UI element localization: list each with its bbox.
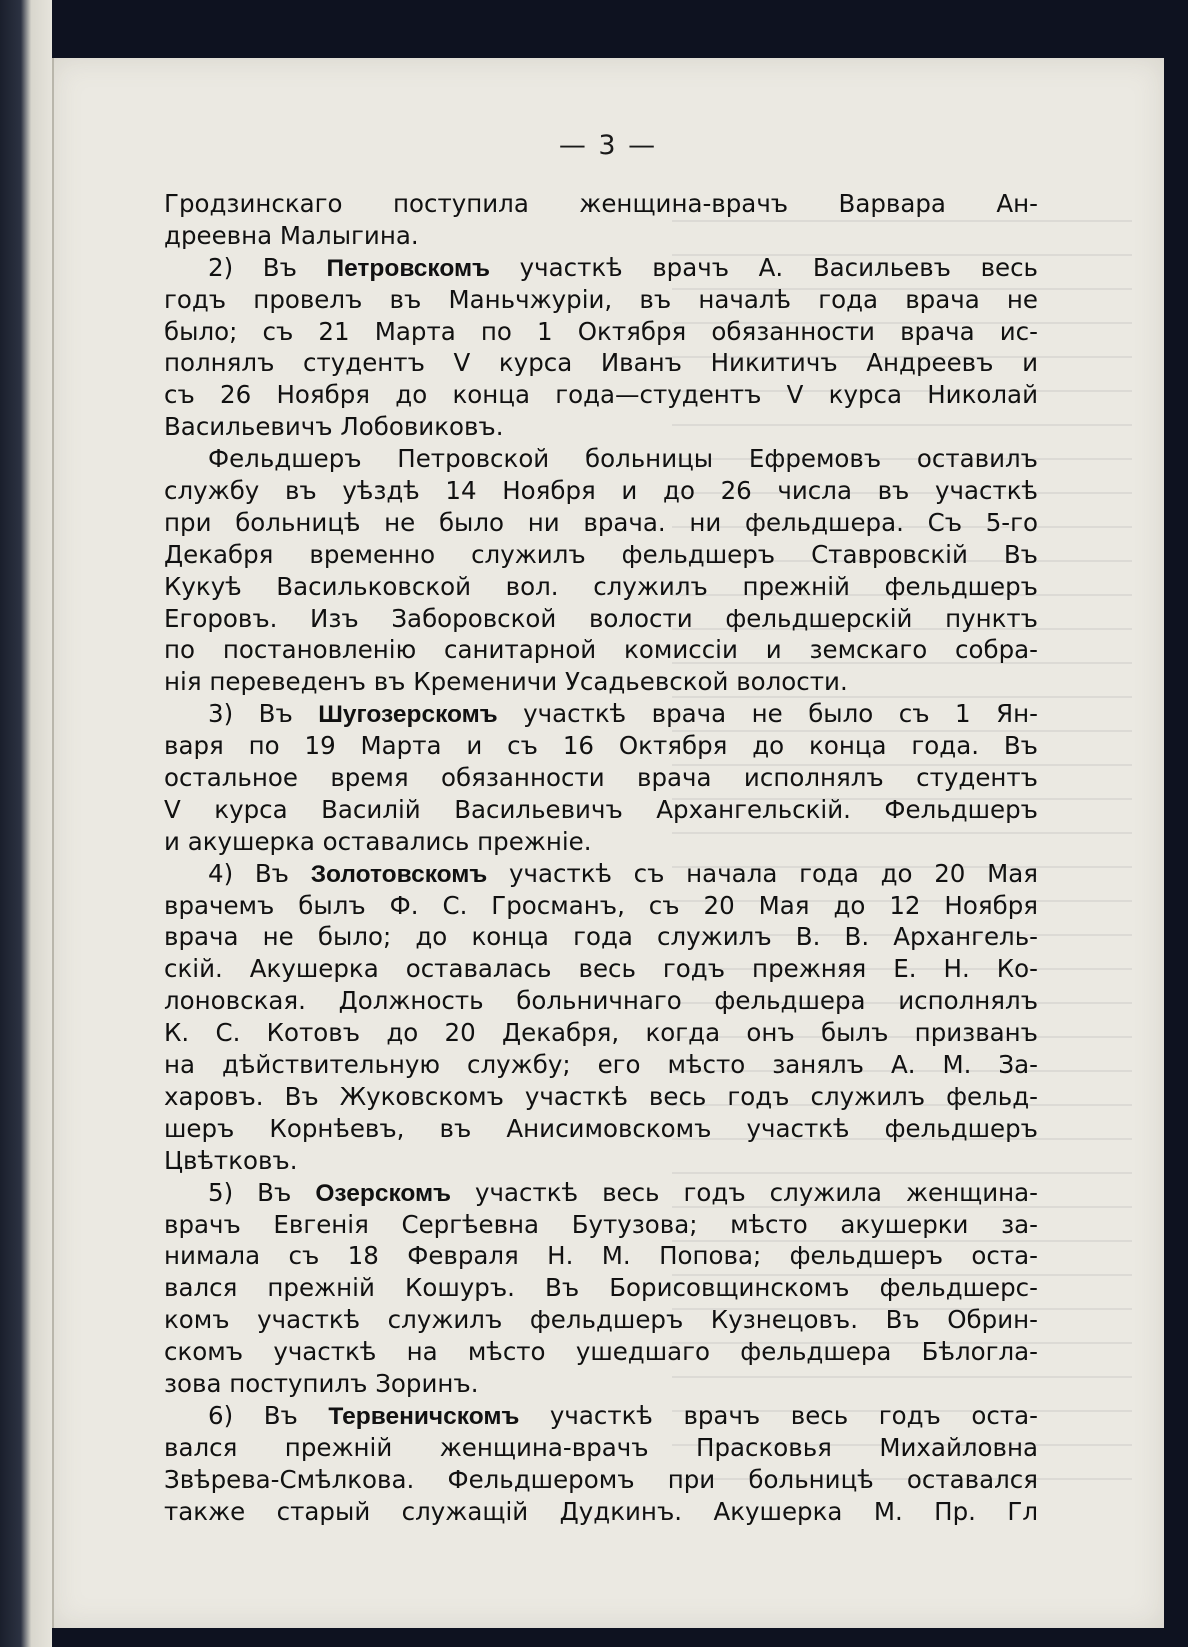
text-line <box>164 985 1038 1017</box>
text-line <box>164 1081 1038 1113</box>
text-run: скій. Акушерка оставалась весь годъ прежняя Е. Н. Ко- <box>164 954 1038 984</box>
district-name: Шугозерскомъ <box>318 701 498 729</box>
text-run: 3) Въ <box>208 699 319 729</box>
text-line <box>164 1304 1038 1336</box>
text-run: дреевна Малыгина. <box>164 220 419 250</box>
text-run: Васильевичъ Лобовиковъ. <box>164 412 504 442</box>
text-line <box>164 220 1038 252</box>
text-run: участкѣ врача не было съ 1 Ян- <box>497 699 1038 729</box>
text-line <box>164 284 1038 316</box>
text-line <box>164 507 1038 539</box>
text-line <box>164 1336 1038 1368</box>
binding-gutter <box>52 58 54 1628</box>
text-run: Декабря временно служилъ фельдшеръ Ставровскій Въ <box>164 539 1038 569</box>
text-run: 4) Въ <box>208 858 311 888</box>
text-run: Фельдшеръ Петровской больницы Ефремовъ оставилъ <box>208 444 1038 474</box>
text-line <box>164 571 1038 603</box>
text-run: при больницѣ не было ни врача. ни фельдшера. Съ 5-го <box>164 507 1038 537</box>
text-run: Кукуѣ Васильковской вол. служилъ прежній фельдшеръ <box>164 571 1038 601</box>
text-run: врачъ Евгенія Сергѣевна Бутузова; мѣсто акушерки за- <box>164 1209 1038 1239</box>
text-run: 5) Въ <box>208 1177 316 1207</box>
text-run: Гродзинскаго поступила женщина-врачъ Варвара Ан- <box>164 189 1038 218</box>
text-run: по постановленію санитарной комиссіи и земскаго собра- <box>164 635 1038 665</box>
text-run: шеръ Корнѣевъ, въ Анисимовскомъ участкѣ фельдшеръ <box>164 1113 1038 1143</box>
text-line <box>164 794 1038 826</box>
text-run: участкѣ съ начала года до 20 Мая <box>487 858 1038 888</box>
text-run: также старый служащій Дудкинъ. Акушерка М. Пр. Гл <box>164 1496 1038 1526</box>
text-run: врачемъ былъ Ф. С. Гросманъ, съ 20 Мая до 12 Ноября <box>164 890 1038 920</box>
text-line <box>164 858 1038 890</box>
text-run: и акушерка оставались прежніе. <box>164 826 592 856</box>
text-line <box>164 1017 1038 1049</box>
text-run: врача не было; до конца года служилъ В. В. Архангель- <box>164 922 1038 952</box>
district-name: Озерскомъ <box>315 1179 452 1207</box>
text-run: К. С. Котовъ до 20 Декабря, когда онъ былъ призванъ <box>164 1018 1038 1048</box>
text-line <box>164 475 1038 507</box>
district-name: Петровскомъ <box>326 254 491 282</box>
text-line <box>164 1432 1038 1464</box>
text-line <box>164 188 1038 220</box>
text-line <box>164 1145 1038 1177</box>
body-text <box>164 188 1038 1527</box>
text-run: харовъ. Въ Жуковскомъ участкѣ весь годъ служилъ фельд- <box>164 1081 1038 1111</box>
text-run: Звѣрева-Смѣлкова. Фельдшеромъ при больницѣ оставался <box>164 1464 1038 1494</box>
text-run: скомъ участкѣ на мѣсто ушедшаго фельдшера Бѣлоглa- <box>164 1337 1038 1367</box>
text-line <box>164 730 1038 762</box>
text-line <box>164 347 1038 379</box>
text-line <box>164 1272 1038 1304</box>
text-line <box>164 603 1038 635</box>
text-run: вался прежній Кошуръ. Въ Борисовщинскомъ фельдшерс- <box>164 1273 1038 1303</box>
text-line <box>164 1113 1038 1145</box>
text-run: годъ провелъ въ Маньчжуріи, въ началѣ года врача не <box>164 284 1038 314</box>
text-run: варя по 19 Марта и съ 16 Октября до конца года. Въ <box>164 731 1038 761</box>
text-line <box>164 1209 1038 1241</box>
text-line <box>164 1049 1038 1081</box>
text-run: комъ участкѣ служилъ фельдшеръ Кузнецовъ. Въ Обрин- <box>164 1305 1038 1335</box>
text-run: на дѣйствительную службу; его мѣсто занялъ А. М. За- <box>164 1050 1038 1080</box>
text-line <box>164 666 1038 698</box>
text-run: участкѣ весь годъ служила женщина- <box>451 1177 1038 1207</box>
text-line <box>164 1240 1038 1272</box>
text-line <box>164 953 1038 985</box>
text-run: 6) Въ <box>208 1400 329 1430</box>
text-line <box>164 890 1038 922</box>
text-run: остальное время обязанности врача исполнялъ студентъ <box>164 763 1038 793</box>
text-line <box>164 826 1038 858</box>
text-run: Егоровъ. Изъ Заборовской волости фельдшерскій пунктъ <box>164 603 1038 633</box>
text-line <box>164 921 1038 953</box>
text-run: участкѣ врачъ весь годъ оста- <box>519 1400 1038 1430</box>
page-number: — 3 — <box>558 130 658 161</box>
text-line <box>164 1464 1038 1496</box>
text-line <box>164 379 1038 411</box>
text-line <box>164 762 1038 794</box>
district-name: Тервеничскомъ <box>328 1402 520 1430</box>
text-line <box>164 443 1038 475</box>
text-line <box>164 252 1038 284</box>
adjacent-page-edge <box>0 0 52 1647</box>
text-run: службу въ уѣздѣ 14 Ноября и до 26 числа въ участкѣ <box>164 476 1038 506</box>
text-line <box>164 539 1038 571</box>
text-line <box>164 698 1038 730</box>
text-run: нія переведенъ въ Кременичи Усадьевской волости. <box>164 667 848 697</box>
text-line <box>164 1400 1038 1432</box>
text-line <box>164 1368 1038 1400</box>
text-line <box>164 316 1038 348</box>
text-run: 2) Въ <box>208 252 327 282</box>
text-run: нимала съ 18 Февраля Н. М. Попова; фельдшеръ оста- <box>164 1241 1038 1271</box>
text-run: полнялъ студентъ V курса Иванъ Никитичъ Андреевъ и <box>164 348 1038 378</box>
text-run: лоновская. Должность больничнаго фельдшера исполнялъ <box>164 986 1038 1016</box>
text-run: съ 26 Ноября до конца года—студентъ V курса Николай <box>164 380 1038 410</box>
text-run: зова поступилъ Зоринъ. <box>164 1368 479 1398</box>
text-line <box>164 1177 1038 1209</box>
text-run: было; съ 21 Марта по 1 Октября обязанности врача ис- <box>164 316 1038 346</box>
text-line <box>164 634 1038 666</box>
text-line <box>164 411 1038 443</box>
district-name: Золотовскомъ <box>310 860 488 888</box>
document-page <box>52 58 1164 1628</box>
text-run: V курса Василій Васильевичъ Архангельскій. Фельдшеръ <box>164 794 1038 824</box>
text-run: участкѣ врачъ А. Васильевъ весь <box>490 252 1038 282</box>
text-line <box>164 1496 1038 1528</box>
text-run: вался прежній женщина-врачъ Прасковья Михайловна <box>164 1432 1038 1462</box>
text-run: Цвѣтковъ. <box>164 1145 298 1175</box>
